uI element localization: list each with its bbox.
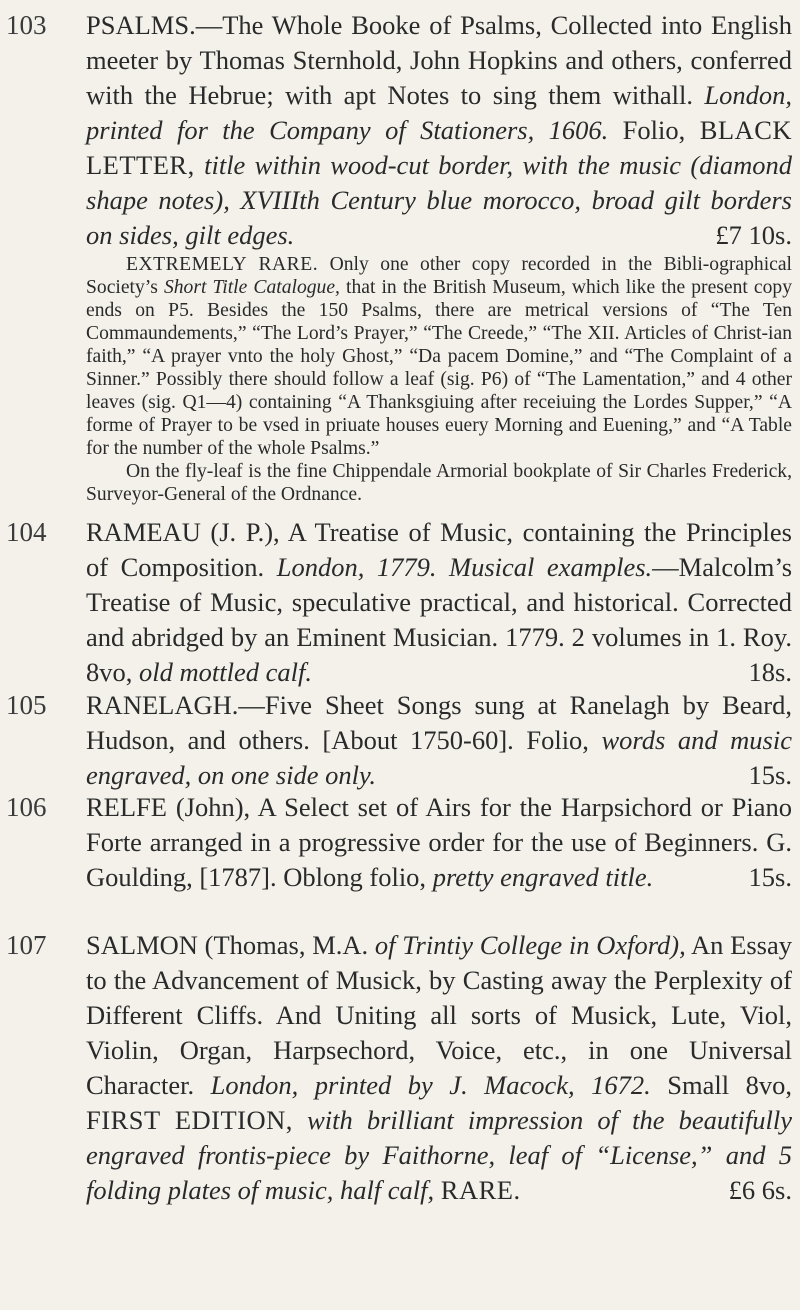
entry-imprint: London, printed for the Company of Stationers, 1606. bbox=[86, 80, 792, 145]
rarity-label: RARE. bbox=[440, 1175, 521, 1205]
entry-number: 106 bbox=[6, 792, 47, 822]
entry-body bbox=[86, 8, 792, 506]
rarity-label: EXTREMELY RARE. bbox=[126, 254, 319, 275]
entry-note: EXTREMELY RARE. Only one other copy recorded in the Bibli-ographical Society’s Short Title Catalogue, that in the British Museum, which like the present copy ends on P5. Besides the 150 Psalms, there are metrical versions of “The Ten Commaundements,” “The Lord’s Prayer,” “The Creede,” “The XII. Articles of Christ-ian faith,” “A prayer vnto the holy Ghost,” “Da pacem Domine,” and “The Complaint of a Sinner.” Possibly there should follow a leaf (sig. P6) of “The Lamentation,” and 4 other leaves (sig. Q1—4) containing “A Thanksgiuing after receiuing the Lordes Supper,” “A forme of Prayer to be vsed in priuate houses euery Morning and Euening,” and “A Table for the number of the whole Psalms.” bbox=[86, 254, 793, 459]
entry-binding: words and music engraved, on one side only. bbox=[86, 725, 792, 790]
entry-description: An Essay to the Advancement of Musick, by Casting away the Perplexity of Different Cliffs. And Uniting all sorts of Musick, Lute, Viol, Violin, Organ, Harpsechord, Voice, etc., in one Universal Character. bbox=[86, 930, 792, 1100]
black-letter-label: BLACK LETTER, bbox=[86, 115, 793, 180]
entry-description: (John), A Select set of Airs for the Harpsichord or Piano Forte arranged in a progressive order for the use of Beginners. G. Goulding, [1787]. Oblong folio, bbox=[86, 792, 793, 892]
entry-format: Small 8vo, bbox=[667, 1070, 793, 1100]
entry-price: 15s. bbox=[748, 862, 792, 892]
entry-description: (J. P.), A Treatise of Music, containing the Principles of Composition. bbox=[86, 517, 792, 582]
entry-description: —Five Sheet Songs sung at Ranelagh by Beard, Hudson, and others. [About 1750-60]. Folio, bbox=[86, 690, 792, 755]
entry-description: —The Whole Booke of Psalms, Collected into English meeter by Thomas Sternhold, John Hopkins and others, conferred with the Hebrue; with apt Notes to sing them withall. bbox=[86, 10, 792, 110]
entry-title: SALMON bbox=[86, 930, 198, 960]
entry-number: 103 bbox=[6, 10, 47, 40]
entry-body bbox=[86, 790, 792, 895]
entry-title: RAMEAU bbox=[86, 517, 201, 547]
entry-binding: old mottled calf. bbox=[139, 657, 312, 687]
entry-title: PSALMS. bbox=[86, 10, 196, 40]
entry-body: RAMEAU (J. P.), A Treatise of Music, containing the Principles of Composition. London, 1779. Musical examples.—Malcolm’s Treatise of Music, speculative practical, and historical. Corrected and abridged by an Eminent Musician. 1779. 2 volumes in 1. Roy. 8vo, old mottled calf. 18s. bbox=[86, 515, 792, 690]
entry-price: 15s. bbox=[748, 760, 792, 790]
entry-binding: title within wood-cut border, with the music (diamond shape notes), XVIIIth Century blue morocco, broad gilt borders on sides, gilt edges. bbox=[86, 150, 792, 250]
entry-body bbox=[86, 688, 792, 793]
entry-format: Folio, bbox=[622, 115, 686, 145]
entry-price: 18s. bbox=[748, 657, 792, 687]
entry-title: RELFE bbox=[86, 792, 167, 822]
provenance-note: On the fly-leaf is the fine Chippendale Armorial bookplate of Sir Charles Frederick, Surveyor-General of the Ordnance. bbox=[86, 461, 792, 505]
entry-price: £7 10s. bbox=[715, 220, 792, 250]
entry-binding: with brilliant impression of the beautifully engraved frontis-piece by Faithorne, leaf of “License,” and 5 folding plates of music, half calf, bbox=[86, 1105, 793, 1205]
entry-number: 105 bbox=[6, 690, 47, 720]
entry-number: 104 bbox=[6, 517, 47, 547]
entry-imprint: London, 1779. bbox=[276, 552, 437, 582]
entry-imprint: London, printed by J. Macock, 1672. bbox=[210, 1070, 651, 1100]
entry-price: £6 6s. bbox=[728, 1175, 792, 1205]
entry-number: 107 bbox=[6, 930, 47, 960]
first-edition-label: FIRST EDITION, bbox=[86, 1105, 293, 1135]
entry-title: RANELAGH. bbox=[86, 690, 239, 720]
entry-body: SALMON (Thomas, M.A. of Trintiy College in Oxford), An Essay to the Advancement of Musick, by Casting away the Perplexity of Different Cliffs. And Uniting all sorts of Musick, Lute, Viol, Violin, Organ, Harpsechord, Voice, etc., in one Universal Character. London, printed by J. Macock, 1672. Small 8vo, FIRST EDITION, with brilliant impression of the beautifully engraved frontis-piece by Faithorne, leaf of “License,” and 5 folding plates of music, half calf, RARE. £6 6s. bbox=[86, 928, 792, 1208]
entry-binding: pretty engraved title. bbox=[432, 862, 654, 892]
